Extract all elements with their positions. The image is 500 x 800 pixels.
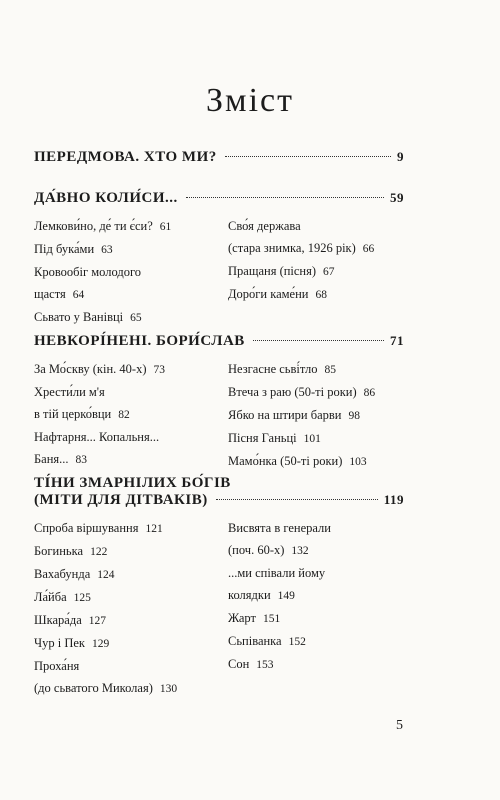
- toc-entry-line: [228, 584, 404, 607]
- entry-title: ...ми співали йому: [228, 566, 326, 580]
- entry-page-number: 122: [90, 546, 108, 558]
- entry-title: Хрести́ли м'я: [34, 385, 105, 399]
- page-number: 5: [396, 718, 403, 733]
- entry-title: Під бука́ми: [34, 242, 95, 256]
- toc-entry-line: [34, 381, 228, 403]
- section-heading-line-2: (МІТИ ДЛЯ ДІТВАКІВ): [34, 492, 208, 508]
- toc-section-1: [34, 190, 404, 329]
- entry-title: Ябко на штири барви: [228, 408, 342, 422]
- entry-title: Спроба віршування: [34, 521, 139, 535]
- left-column: [34, 517, 228, 700]
- entry-title: Сьпіванка: [228, 634, 282, 648]
- entry-title: Пращаня (пісня): [228, 264, 317, 278]
- dot-leader: [186, 197, 384, 198]
- entry-title: (стара знимка, 1926 рік): [228, 241, 356, 255]
- entry-title: Вахабунда: [34, 567, 91, 581]
- toc-section-3: [34, 475, 404, 700]
- entry-page-number: 67: [323, 266, 335, 278]
- entry-page-number: 86: [363, 387, 376, 399]
- toc-entry-line: [228, 260, 404, 283]
- left-column: [34, 358, 228, 473]
- entry-page-number: 153: [256, 659, 274, 671]
- toc-entry-line: [34, 632, 228, 655]
- toc-entry-line: [228, 427, 404, 450]
- section-heading: ДА́ВНО КОЛИ́СИ...: [34, 190, 178, 206]
- dot-leader: [216, 499, 378, 500]
- entry-title: Сон: [228, 657, 250, 671]
- section-page-number: 59: [390, 190, 404, 205]
- entry-title: Шкара́да: [34, 613, 82, 627]
- entry-page-number: 98: [348, 410, 360, 422]
- dot-leader: [253, 340, 384, 341]
- section-heading: НЕВКОРІ́НЕНІ. БОРИ́СЛАВ: [34, 333, 245, 349]
- toc-entry-line: [228, 630, 404, 653]
- entry-page-number: 132: [291, 545, 309, 557]
- entry-title: Втеча з раю (50-ті роки): [228, 385, 357, 399]
- toc-section-2: [34, 333, 404, 473]
- toc-entry-line: [34, 283, 228, 306]
- entry-title: щастя: [34, 287, 66, 301]
- entry-title: Жарт: [228, 611, 256, 625]
- entry-title: Висвята в генерали: [228, 521, 331, 535]
- entry-title: в тій церко́вци: [34, 407, 112, 421]
- entry-page-number: 82: [118, 409, 130, 421]
- entry-title: Нафтарня... Копальня...: [34, 430, 160, 444]
- entry-title: Мамо́нка (50-ті роки): [228, 454, 343, 468]
- section-heading-row: [34, 333, 404, 350]
- entry-page-number: 65: [130, 312, 142, 324]
- entry-title: Доро́ги каме́ни: [228, 287, 309, 301]
- entry-title: Проха́ня: [34, 659, 80, 673]
- section-heading: ТІ́НИ ЗМАРНІЛИХ БО́ГІВ: [34, 475, 231, 491]
- toc-entry-line: [228, 215, 404, 237]
- entry-page-number: 83: [75, 454, 88, 466]
- toc-entry-line: [34, 261, 228, 283]
- entry-page-number: 68: [315, 289, 327, 301]
- toc-entry-line: [34, 215, 228, 238]
- entry-page-number: 121: [145, 523, 163, 535]
- right-column: [228, 358, 404, 473]
- entry-title: Богинька: [34, 544, 84, 558]
- entry-title: Лемкови́но, де́ ти є́си?: [34, 219, 153, 233]
- entry-page-number: 127: [88, 615, 106, 627]
- entry-page-number: 149: [277, 590, 295, 602]
- entry-page-number: 101: [303, 433, 321, 445]
- section-page-number: 9: [397, 149, 404, 164]
- entry-page-number: 151: [263, 613, 281, 625]
- toc-entry-line: [34, 609, 228, 632]
- dot-leader: [225, 156, 391, 157]
- entry-page-number: 73: [153, 364, 165, 376]
- toc-entry-line: [34, 403, 228, 426]
- section-page-number: 119: [383, 492, 404, 507]
- toc-entry-line: [228, 539, 404, 562]
- toc-entry-line: [34, 306, 228, 329]
- toc-entry-line: [228, 450, 404, 473]
- left-column: [34, 215, 228, 329]
- toc-entry-line: [34, 358, 228, 381]
- toc-entry-line: [34, 517, 228, 540]
- toc-entry-line: [34, 540, 228, 563]
- right-column: [228, 517, 404, 700]
- section-heading-row: [34, 190, 404, 207]
- section-heading: ПЕРЕДМОВА. ХТО МИ?: [34, 149, 217, 165]
- entry-title: Чур і Пек: [34, 636, 85, 650]
- entry-page-number: 64: [72, 289, 85, 301]
- toc-entry-line: [228, 283, 404, 306]
- entry-title: Пісня Ганьці: [228, 431, 297, 445]
- entry-page-number: 63: [101, 244, 113, 256]
- entry-title: Баня...: [34, 452, 69, 466]
- toc-entry-line: [228, 607, 404, 630]
- entry-page-number: 85: [324, 364, 337, 376]
- section-page-number: 71: [390, 333, 404, 348]
- entry-title: колядки: [228, 588, 271, 602]
- entry-page-number: 61: [159, 221, 172, 233]
- toc-entry-line: [34, 448, 228, 471]
- entry-title: Незгасне сьві́тло: [228, 362, 318, 376]
- toc-entry-line: [34, 563, 228, 586]
- entry-title: (поч. 60-х): [228, 543, 285, 557]
- toc-entry-line: [34, 586, 228, 609]
- entry-page-number: 66: [362, 243, 375, 255]
- toc-entry-line: [228, 237, 404, 260]
- entry-page-number: 152: [288, 636, 306, 648]
- entry-page-number: 103: [349, 456, 367, 468]
- entry-title: Ла́йба: [34, 590, 67, 604]
- toc-entry-line: [228, 653, 404, 676]
- entry-title: За Мо́скву (кін. 40-х): [34, 362, 147, 376]
- toc-entry-line: [228, 381, 404, 404]
- entry-page-number: 129: [92, 638, 110, 650]
- section-heading-row: [34, 149, 404, 166]
- toc-entry-line: [34, 677, 228, 700]
- section-heading-row: [34, 492, 404, 509]
- entry-title: Кровообіг молодого: [34, 265, 142, 279]
- right-column: [228, 215, 404, 329]
- page-title: Зміст: [206, 82, 294, 119]
- toc-entry-line: [228, 562, 404, 584]
- entry-title: Сьвато у Ванівці: [34, 310, 124, 324]
- toc-entry-line: [228, 404, 404, 427]
- entry-title: (до сьватого Миколая): [34, 681, 153, 695]
- toc-entry-line: [228, 517, 404, 539]
- entry-page-number: 125: [73, 592, 91, 604]
- toc-entry-line: [228, 358, 404, 381]
- toc-entry-line: [34, 238, 228, 261]
- entry-page-number: 130: [159, 683, 178, 695]
- toc-entry-line: [34, 426, 228, 448]
- toc-entry-line: [34, 655, 228, 677]
- entry-title: Сво́я держава: [228, 219, 301, 233]
- entry-page-number: 124: [97, 569, 115, 581]
- toc-section-preface: [34, 149, 404, 166]
